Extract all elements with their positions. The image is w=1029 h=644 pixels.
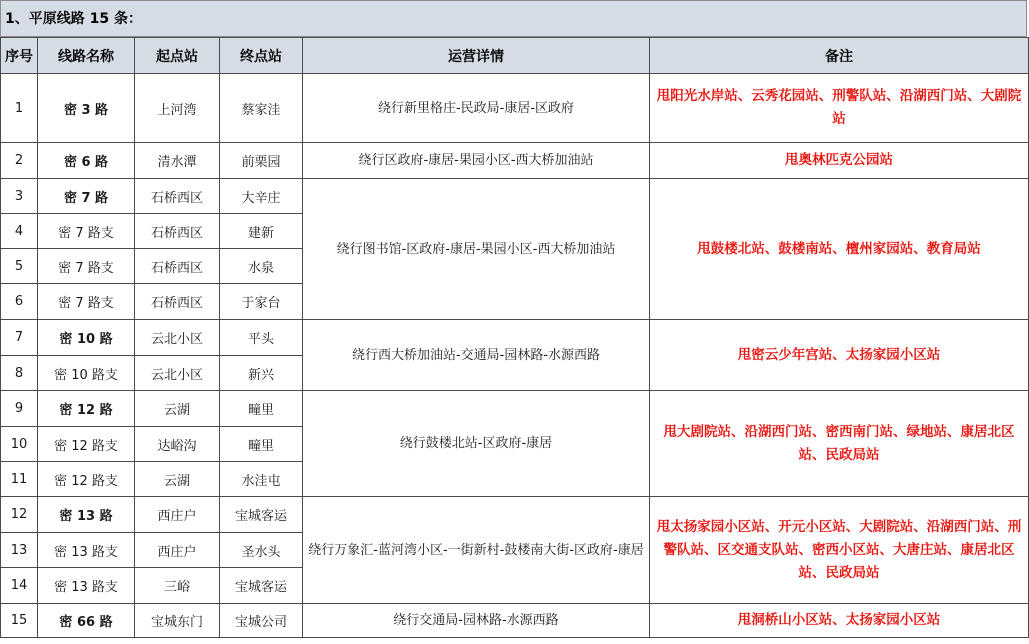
route-name-cell: 密 66 路	[38, 604, 135, 638]
note-cell: 甩密云少年宫站、太扬家园小区站	[650, 320, 1029, 391]
header-name: 线路名称	[38, 38, 135, 74]
route-name-cell: 密 13 路	[38, 497, 135, 533]
detail-cell: 绕行鼓楼北站-区政府-康居	[303, 391, 650, 497]
start-cell: 云湖	[135, 391, 220, 427]
detail-cell: 绕行交通局-园林路-水源西路	[303, 604, 650, 638]
table-row	[1, 74, 1029, 143]
route-name-cell: 密 13 路支	[38, 533, 135, 568]
start-cell: 达峪沟	[135, 427, 220, 462]
detail-cell: 绕行西大桥加油站-交通局-园林路-水源西路	[303, 320, 650, 391]
table-row	[1, 179, 1029, 214]
end-cell: 水洼屯	[220, 462, 303, 497]
route-name-cell: 密 12 路	[38, 391, 135, 427]
seq-cell: 11	[1, 462, 38, 497]
end-cell: 建新	[220, 214, 303, 249]
route-name-cell: 密 12 路支	[38, 427, 135, 462]
end-cell: 前栗园	[220, 143, 303, 179]
route-name-cell: 密 6 路	[38, 143, 135, 179]
seq-cell: 3	[1, 179, 38, 214]
table-row	[1, 143, 1029, 179]
start-cell: 石桥西区	[135, 284, 220, 320]
end-cell: 新兴	[220, 356, 303, 391]
route-name-cell: 密 7 路支	[38, 284, 135, 320]
end-cell: 蔡家洼	[220, 74, 303, 143]
note-cell: 甩太扬家园小区站、开元小区站、大剧院站、沿湖西门站、刑警队站、区交通支队站、密西小区站、大唐庄站、康居北区站、民政局站	[650, 497, 1029, 604]
start-cell: 宝城东门	[135, 604, 220, 638]
start-cell: 云北小区	[135, 320, 220, 356]
start-cell: 云北小区	[135, 356, 220, 391]
table-row	[1, 320, 1029, 356]
route-name-cell: 密 7 路	[38, 179, 135, 214]
header-end: 终点站	[220, 38, 303, 74]
start-cell: 清水潭	[135, 143, 220, 179]
end-cell: 于家台	[220, 284, 303, 320]
seq-cell: 6	[1, 284, 38, 320]
header-detail: 运营详情	[303, 38, 650, 74]
seq-cell: 8	[1, 356, 38, 391]
detail-cell: 绕行万象汇-蓝河湾小区-一街新村-鼓楼南大街-区政府-康居	[303, 497, 650, 604]
route-name-cell: 密 10 路	[38, 320, 135, 356]
route-name-cell: 密 7 路支	[38, 214, 135, 249]
note-cell: 甩洞桥山小区站、太扬家园小区站	[650, 604, 1029, 638]
note-cell: 甩鼓楼北站、鼓楼南站、檀州家园站、教育局站	[650, 179, 1029, 320]
note-cell: 甩奥林匹克公园站	[650, 143, 1029, 179]
seq-cell: 14	[1, 568, 38, 604]
start-cell: 石桥西区	[135, 179, 220, 214]
end-cell: 宝城客运	[220, 497, 303, 533]
start-cell: 三峪	[135, 568, 220, 604]
route-name-cell: 密 12 路支	[38, 462, 135, 497]
end-cell: 水泉	[220, 249, 303, 284]
route-name-cell: 密 3 路	[38, 74, 135, 143]
end-cell: 疃里	[220, 391, 303, 427]
note-cell: 甩阳光水岸站、云秀花园站、刑警队站、沿湖西门站、大剧院站	[650, 74, 1029, 143]
header-start: 起点站	[135, 38, 220, 74]
section-title: 1、平原线路 15 条：	[0, 0, 1027, 37]
seq-cell: 4	[1, 214, 38, 249]
start-cell: 石桥西区	[135, 214, 220, 249]
seq-cell: 1	[1, 74, 38, 143]
note-cell: 甩大剧院站、沿湖西门站、密西南门站、绿地站、康居北区站、民政局站	[650, 391, 1029, 497]
detail-cell: 绕行图书馆-区政府-康居-果园小区-西大桥加油站	[303, 179, 650, 320]
header-seq: 序号	[1, 38, 38, 74]
seq-cell: 9	[1, 391, 38, 427]
detail-cell: 绕行区政府-康居-果园小区-西大桥加油站	[303, 143, 650, 179]
route-name-cell: 密 10 路支	[38, 356, 135, 391]
header-row	[1, 38, 1029, 74]
end-cell: 平头	[220, 320, 303, 356]
start-cell: 云湖	[135, 462, 220, 497]
detail-cell: 绕行新里格庄-民政局-康居-区政府	[303, 74, 650, 143]
seq-cell: 2	[1, 143, 38, 179]
table-row	[1, 497, 1029, 533]
seq-cell: 7	[1, 320, 38, 356]
seq-cell: 5	[1, 249, 38, 284]
end-cell: 宝城客运	[220, 568, 303, 604]
end-cell: 疃里	[220, 427, 303, 462]
start-cell: 上河湾	[135, 74, 220, 143]
end-cell: 大辛庄	[220, 179, 303, 214]
table-row	[1, 391, 1029, 427]
end-cell: 圣水头	[220, 533, 303, 568]
route-name-cell: 密 13 路支	[38, 568, 135, 604]
seq-cell: 12	[1, 497, 38, 533]
route-name-cell: 密 7 路支	[38, 249, 135, 284]
start-cell: 西庄户	[135, 497, 220, 533]
route-table	[0, 37, 1029, 638]
end-cell: 宝城公司	[220, 604, 303, 638]
table-row	[1, 604, 1029, 638]
start-cell: 西庄户	[135, 533, 220, 568]
seq-cell: 10	[1, 427, 38, 462]
seq-cell: 13	[1, 533, 38, 568]
header-note: 备注	[650, 38, 1029, 74]
start-cell: 石桥西区	[135, 249, 220, 284]
seq-cell: 15	[1, 604, 38, 638]
